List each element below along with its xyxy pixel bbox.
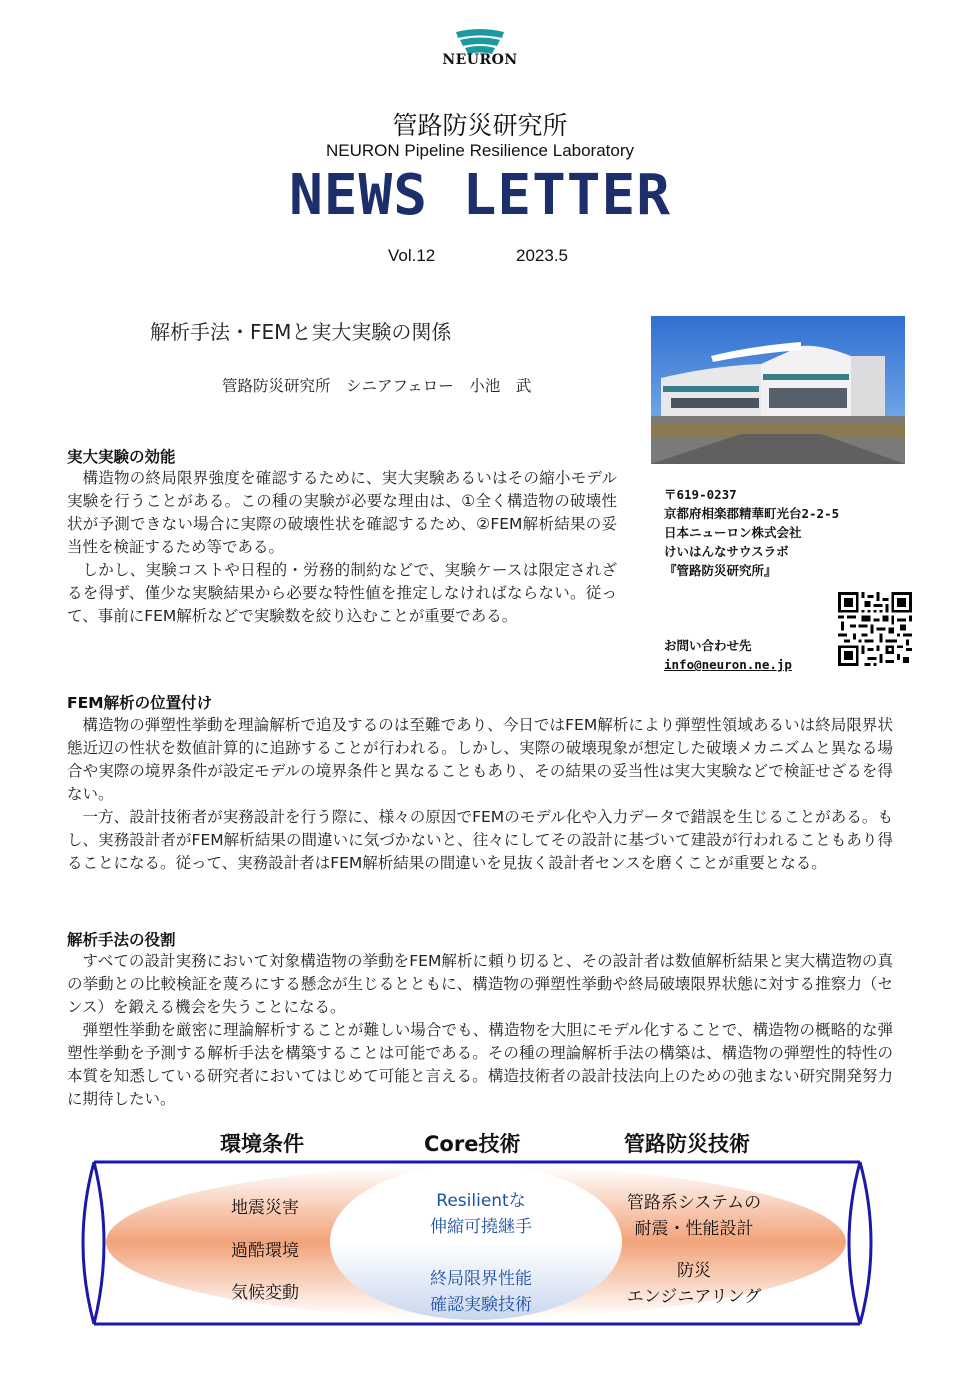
street-address: 京都府相楽郡精華町光台2-2-5: [664, 506, 840, 521]
paragraph: 構造物の終局限界強度を確認するために、実大実験あるいはその縮小モデル実験を行うことがある。この種の実験が必要な理由は、①全く構造物の破壊性状が予測できない場合に実際の破壊性状を確認するため、②FEM解析結果の妥当性を検証するため等である。: [67, 469, 617, 556]
company-name: 日本ニューロン株式会社: [664, 525, 802, 540]
section-heading-fem: FEM解析の位置付け: [67, 694, 213, 712]
volume-number: Vol.12: [388, 246, 436, 265]
section-heading-analysis: 解析手法の役割: [67, 931, 176, 949]
diagram-core-item: 伸縮可撓継手: [430, 1217, 532, 1237]
paragraph: しかし、実験コストや日程的・労務的制約などで、実験ケースは限定されざるを得ず、僅少な実験結果から必要な特性値を推定しなければならない。従って、事前にFEM解析などで実験数を絞り込むことが重要である。: [67, 561, 617, 625]
building-photo: [651, 316, 905, 464]
article-title: 解析手法・FEMと実大実験の関係: [150, 320, 452, 344]
paragraph: 弾塑性挙動を厳密に理論解析することが難しい場合でも、構造物を大胆にモデル化することで、構造物の概略的な弾塑性挙動を予測する解析手法を構築することは可能である。その種の理論解析手法の構築は、構造物の弾塑性的特性の本質を知悉している研究者においてはじめて可能と言える。構造技術者の設計技法向上のための弛まない研究開発努力に期待したい。: [67, 1021, 893, 1108]
lab-name: 『管路防災研究所』: [664, 563, 777, 578]
diagram-right-item: 防災: [677, 1261, 711, 1281]
postal-code: 〒619-0237: [664, 487, 737, 502]
article-author: 管路防災研究所 シニアフェロー 小池 武: [222, 377, 532, 395]
diagram-core-item: Resilientな: [436, 1191, 526, 1211]
lab-location: けいはんなサウスラボ: [664, 544, 789, 559]
diagram-heading-pipeline: 管路防災技術: [624, 1132, 750, 1156]
diagram-core-item: 終局限界性能: [430, 1269, 532, 1289]
lab-name-en: NEURON Pipeline Resilience Laboratory: [325, 141, 635, 160]
issue-date: 2023.5: [516, 246, 568, 265]
section-body-fem: [67, 714, 893, 875]
diagram-left-item: 地震災害: [231, 1198, 299, 1218]
contact-label: お問い合わせ先: [664, 638, 752, 653]
contact-block: [664, 636, 792, 674]
logo-wordmark: NEURON: [442, 52, 518, 68]
diagram-left-item: 過酷環境: [231, 1241, 299, 1261]
section-body-experiment: [67, 467, 617, 628]
newsletter-title: NEWS LETTER: [289, 163, 671, 228]
address-block: [664, 485, 839, 580]
diagram-heading-environment: 環境条件: [220, 1132, 304, 1156]
paragraph: すべての設計実務において対象構造物の挙動をFEM解析に頼り切ると、その設計者は数値解析結果と実大構造物の真の挙動との比較検証を蔑ろにする懸念が生じるとともに、構造物の弾塑性挙動や終局破壊限界状態に対する推察力（センス）を鍛える機会を失うことになる。: [67, 952, 893, 1016]
diagram-right-item: エンジニアリング: [626, 1287, 762, 1307]
diagram-right-item: 耐震・性能設計: [634, 1219, 754, 1239]
section-heading-experiment: 実大実験の効能: [67, 448, 176, 466]
paragraph: 一方、設計技術者が実務設計を行う際に、様々の原因でFEMのモデル化や入力データで錯誤を生じることがある。もし、実務設計者がFEM解析結果の間違いに気づかないと、往々にしてその設計に基づいて建設が行われることもあり得ることになる。従って、実務設計者はFEM解析結果の間違いを見抜く設計者センスを磨くことが重要となる。: [67, 808, 893, 872]
section-body-analysis: [67, 950, 893, 1111]
lab-name-jp: 管路防災研究所: [392, 111, 568, 140]
paragraph: 構造物の弾塑性挙動を理論解析で追及するのは至難であり、今日ではFEM解析により弾塑性領域あるいは終局限界状態近辺の性状を数値計算的に追跡することが行われる。しかし、実際の破壊現象が想定した破壊メカニズムと異なる場合や実際の境界条件が設定モデルの境界条件と異なることもあり、その結果の妥当性は実大実験などで検証せざるを得ない。: [67, 716, 893, 803]
diagram-heading-core: Core技術: [424, 1132, 521, 1156]
contact-email-link[interactable]: info@neuron.ne.jp: [664, 657, 792, 672]
diagram-left-item: 気候変動: [231, 1283, 299, 1303]
diagram-right-item: 管路系システムの: [626, 1193, 762, 1213]
diagram-core-item: 確認実験技術: [430, 1295, 532, 1315]
qr-code-icon[interactable]: [838, 592, 912, 666]
